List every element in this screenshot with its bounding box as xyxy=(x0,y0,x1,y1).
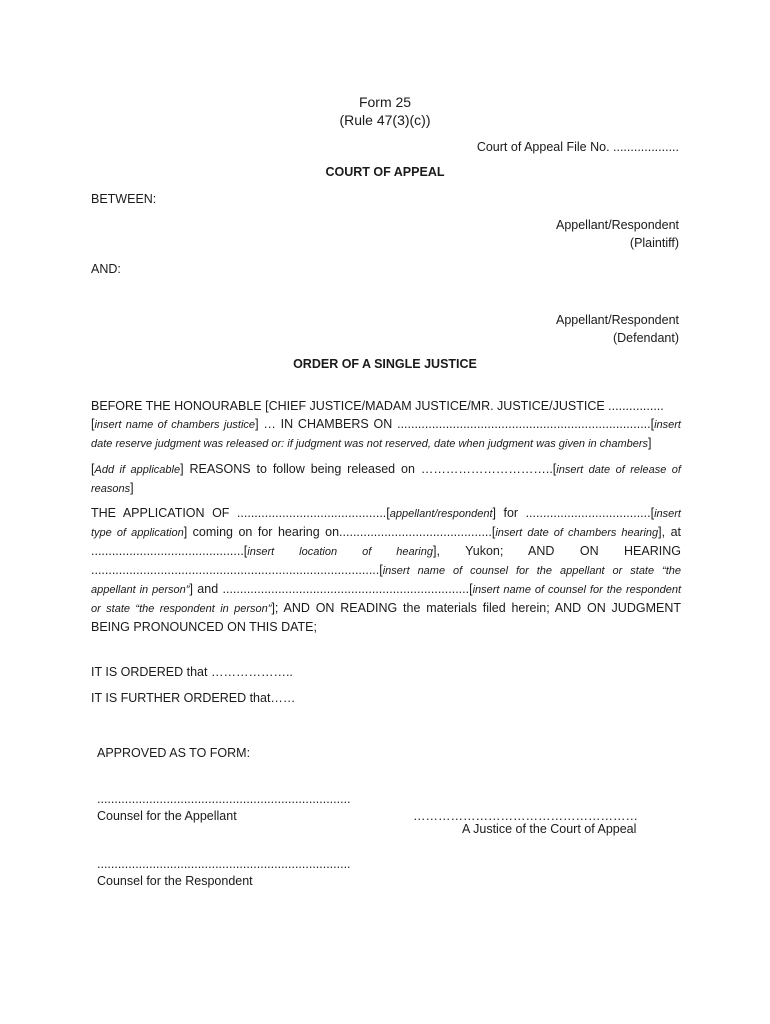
party2-type: (Defendant) xyxy=(612,331,679,345)
it-is-further-ordered: IT IS FURTHER ORDERED that…… xyxy=(91,691,296,705)
justice-label: A Justice of the Court of Appeal xyxy=(462,822,637,836)
party2-role: Appellant/Respondent xyxy=(555,313,679,327)
approved-as-to-form: APPROVED AS TO FORM: xyxy=(97,746,251,760)
file-number: Court of Appeal File No. ................... xyxy=(476,140,679,154)
reasons-paragraph: [Add if applicable] REASONS to follow being released on …………………………..[insert date of release of reasons] xyxy=(91,462,681,495)
counsel-appellant-label: Counsel for the Appellant xyxy=(97,809,237,823)
counsel-respondent-label: Counsel for the Respondent xyxy=(97,874,253,888)
it-is-ordered: IT IS ORDERED that ……………….. xyxy=(91,665,293,679)
justice-signature-line: ……………………………………………… xyxy=(413,809,638,823)
respondent-signature-line: ......................................................................... xyxy=(97,857,351,871)
and-label: AND: xyxy=(91,262,121,276)
appellant-signature-line: ......................................................................... xyxy=(97,792,351,806)
party1-role: Appellant/Respondent xyxy=(555,218,679,232)
form-number: Form 25 xyxy=(358,94,412,110)
before-paragraph: BEFORE THE HONOURABLE [CHIEF JUSTICE/MADAM JUSTICE/MR. JUSTICE/JUSTICE ................ [insert name of chambers justice] … IN CHAMBERS ON .........................................................................[insert date reserve judgment was released or: if judgment was not reserved, date when judgment was given in chambers] xyxy=(91,399,681,450)
rule-reference: (Rule 47(3)(c)) xyxy=(339,112,431,128)
order-title: ORDER OF A SINGLE JUSTICE xyxy=(293,357,477,371)
application-paragraph: THE APPLICATION OF ...........................................[appellant/respondent] for ....................................[insert type of application] coming on for hearing on............................................[insert date of chambers hearing], at ............................................[insert location of hearing], Yukon; AND ON HEARING ...................................................................................[insert name of counsel for the appellant or state “the appellant in person”] and .......................................................................[insert name of counsel for the respondent or state “the respondent in person”]; AND ON READING the materials filed herein; AND ON JUDGMENT BEING PRONOUNCED ON THIS DATE; xyxy=(91,506,682,634)
party1-type: (Plaintiff) xyxy=(629,236,679,250)
between-label: BETWEEN: xyxy=(91,192,157,206)
court-title: COURT OF APPEAL xyxy=(325,165,445,179)
